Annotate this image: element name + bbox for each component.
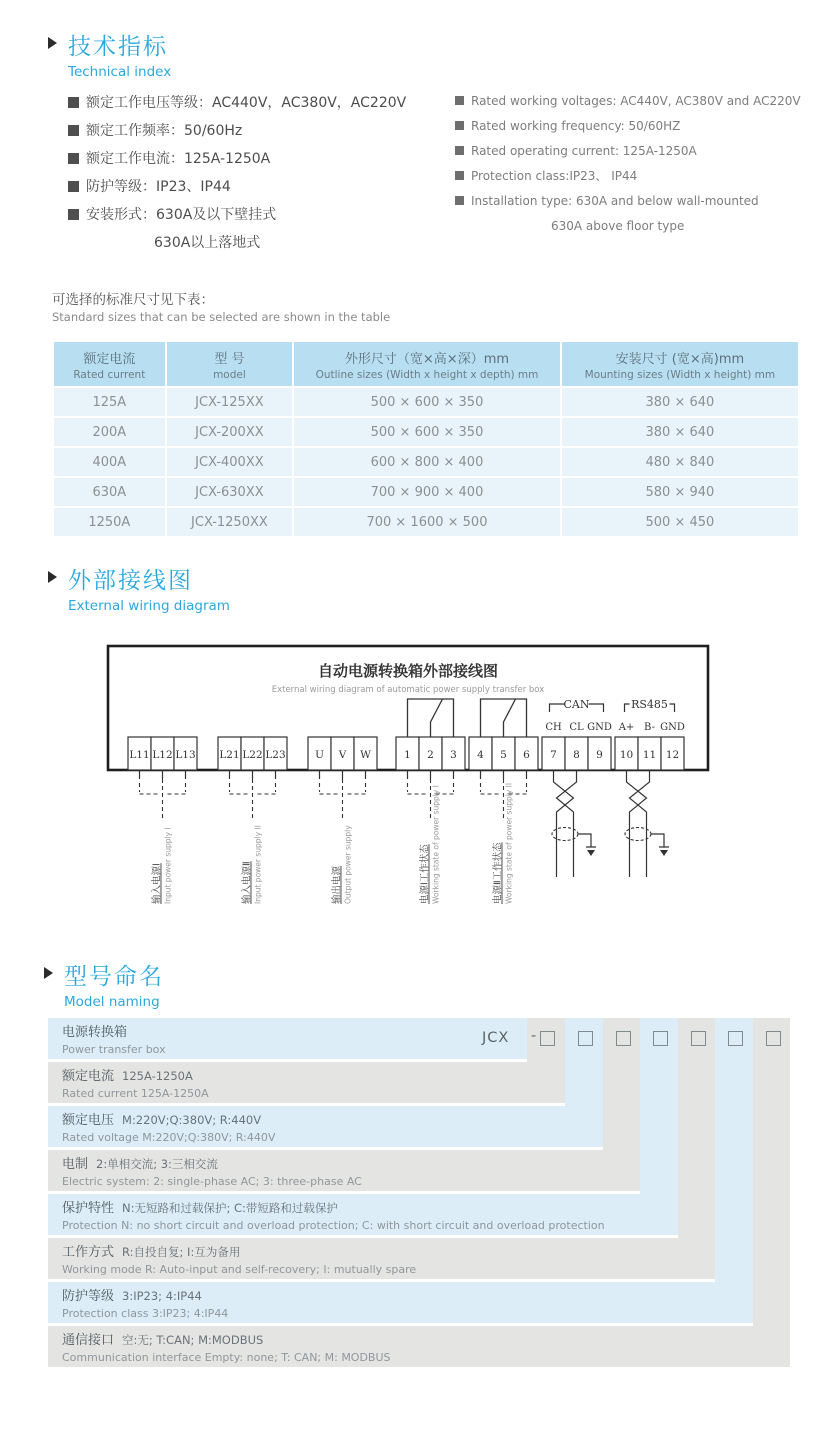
list-item [68, 116, 448, 144]
table-cell: JCX-125XX [167, 388, 292, 416]
header-cell: 额定电流 Rated current [54, 342, 165, 386]
can-pin-label: CH [545, 722, 562, 733]
table-cell: 380 × 640 [562, 418, 798, 446]
table-row [54, 418, 798, 446]
table-row [54, 508, 798, 536]
list-item [68, 172, 448, 200]
naming-row-text [62, 1153, 362, 1188]
table-cell: JCX-630XX [167, 478, 292, 506]
table-cell: 500 × 600 × 350 [294, 388, 560, 416]
table-cell: 400A [54, 448, 165, 476]
list-item-text: 额定工作电流：125A-1250A [86, 151, 271, 167]
can-pin-label: GND [587, 722, 612, 733]
table-row [54, 448, 798, 476]
list-item [455, 163, 815, 188]
rs485-pin-label: A+ [618, 722, 635, 733]
naming-label-en: Power transfer box [62, 1043, 166, 1056]
model-code-box [616, 1031, 631, 1046]
sizes-table-body [54, 388, 798, 536]
table-cell: 700 × 1600 × 500 [294, 508, 560, 536]
naming-value-zh: 3:IP23; 4:IP44 [122, 1289, 202, 1303]
naming-row [48, 1326, 790, 1367]
switch-blade-icon [431, 699, 443, 737]
section-title-zh: 外部接线图 [68, 568, 193, 594]
naming-label-en: Protection class 3:IP23; 4:IP44 [62, 1307, 229, 1320]
header-cell: 安装尺寸 (宽×高)mm Mounting sizes (Width x height) mm [562, 342, 798, 386]
diagram-title-zh: 自动电源转换箱外部接线图 [317, 662, 499, 680]
model-code-box [691, 1031, 706, 1046]
section-title-zh: 型号命名 [64, 964, 164, 990]
naming-row [48, 1062, 565, 1103]
section-tech-index-header [48, 28, 171, 80]
terminal-label: W [360, 749, 371, 761]
square-bullet-icon [68, 125, 79, 136]
terminal-label: 7 [550, 749, 557, 761]
model-code-box [653, 1031, 668, 1046]
tech-list-en [455, 88, 815, 238]
table-cell: 480 × 840 [562, 448, 798, 476]
header-cell: 型 号 model [167, 342, 292, 386]
header-cell: 外形尺寸（宽×高×深）mm Outline sizes (Width x height x depth) mm [294, 342, 560, 386]
section-wiring-header [48, 562, 230, 614]
table-cell: 200A [54, 418, 165, 446]
diagram-title-en: External wiring diagram of automatic power supply transfer box [271, 685, 545, 695]
terminal-label: 12 [665, 749, 680, 761]
list-item-text: 630A以上落地式 [154, 235, 261, 251]
list-item [68, 88, 448, 116]
table-cell: 630A [54, 478, 165, 506]
terminal-label: L13 [175, 749, 196, 761]
naming-label-zh: 工作方式 [62, 1245, 115, 1260]
model-code-box [578, 1031, 593, 1046]
naming-row [48, 1018, 527, 1059]
naming-label-en: Protection N: no short circuit and overload protection; C: with short circuit and overload protection [62, 1219, 605, 1232]
list-item-text: Installation type: 630A and below wall-mounted [471, 193, 759, 208]
table-cell: 500 × 600 × 350 [294, 418, 560, 446]
cable-label-zh: 输入电源Ⅰ [151, 863, 163, 904]
naming-value-zh: M:220V;Q:380V; R:440V [122, 1113, 262, 1127]
list-item-text: 630A above floor type [551, 218, 685, 233]
model-naming-diagram [48, 1018, 790, 1368]
list-item-text: Rated operating current: 125A-1250A [471, 143, 697, 158]
terminal-label: L22 [242, 749, 263, 761]
square-bullet-icon [455, 96, 464, 105]
terminal-label: 8 [573, 749, 580, 761]
naming-row [48, 1150, 640, 1191]
rs485-bracket [625, 704, 630, 712]
table-cell: JCX-200XX [167, 418, 292, 446]
naming-value-zh: 2:单相交流; 3:三相交流 [96, 1157, 218, 1171]
terminal-label: U [315, 749, 324, 761]
switch-blade-icon [504, 699, 516, 737]
naming-row [48, 1106, 603, 1147]
terminal-label: L21 [219, 749, 240, 761]
sizes-intro-zh: 可选择的标准尺寸见下表： [52, 292, 214, 308]
section-naming-header [44, 958, 164, 1010]
tech-list-zh [68, 88, 448, 256]
table-cell: 125A [54, 388, 165, 416]
terminal-label: 11 [642, 749, 657, 761]
naming-value-zh: R:自投自复; I:互为备用 [122, 1245, 241, 1259]
terminal-label: 10 [619, 749, 634, 761]
naming-row-text [62, 1021, 166, 1056]
naming-label-zh: 额定电压 [62, 1113, 115, 1128]
cable-label-en: Output power supply [343, 825, 353, 904]
section-title-en: Technical index [68, 64, 172, 80]
terminal-label: 9 [596, 749, 603, 761]
table-cell: 700 × 900 × 400 [294, 478, 560, 506]
terminal-label: L12 [152, 749, 173, 761]
section-title-zh: 技术指标 [68, 34, 168, 60]
square-bullet-icon [68, 209, 79, 220]
table-header [54, 342, 798, 386]
naming-row-text [62, 1109, 275, 1144]
terminal-label: 1 [404, 749, 411, 761]
table-row [54, 388, 798, 416]
square-bullet-icon [455, 121, 464, 130]
section-title-en: Model naming [64, 994, 160, 1010]
section-arrow-icon [44, 967, 53, 979]
naming-row-text [62, 1197, 605, 1232]
table-cell: 380 × 640 [562, 388, 798, 416]
naming-label-en: Rated current 125A-1250A [62, 1087, 209, 1100]
terminal-label: 2 [427, 749, 434, 761]
list-item-text: 防护等级：IP23、IP44 [86, 179, 231, 195]
standard-sizes-table [52, 340, 800, 538]
naming-label-zh: 额定电流 [62, 1069, 115, 1084]
list-item [455, 188, 815, 213]
naming-row [48, 1194, 678, 1235]
cable-label-en: Working state of power supply I [431, 785, 441, 904]
terminal-label: 6 [523, 749, 530, 761]
list-item-text: Rated working frequency: 50/60HZ [471, 118, 681, 133]
can-bracket [550, 704, 565, 712]
can-pin-label: CL [569, 722, 584, 733]
cable-label-zh: 电源Ⅰ工作状态 [419, 844, 431, 904]
list-item [455, 88, 815, 113]
table-cell: JCX-400XX [167, 448, 292, 476]
naming-stripe [753, 1018, 790, 1367]
can-label: CAN [563, 698, 590, 711]
list-item-text: 额定工作频率：50/60Hz [86, 123, 243, 139]
terminal-label: L23 [265, 749, 286, 761]
wiring-diagram-svg [100, 642, 720, 942]
model-code-box [766, 1031, 781, 1046]
naming-row [48, 1282, 753, 1323]
table-cell: 500 × 450 [562, 508, 798, 536]
square-bullet-icon [68, 153, 79, 164]
rs485-bracket [670, 704, 675, 712]
terminal-label: 5 [500, 749, 507, 761]
rs485-pin-label: B- [644, 722, 655, 733]
table-cell: 600 × 800 × 400 [294, 448, 560, 476]
ground-wire [578, 834, 596, 847]
list-item [455, 213, 815, 238]
rs485-pin-label: GND [660, 722, 685, 733]
naming-label-en: Communication interface Empty: none; T: CAN; M: MODBUS [62, 1351, 391, 1364]
list-item-text: Protection class:IP23、 IP44 [471, 169, 638, 183]
square-bullet-icon [455, 196, 464, 205]
table-cell: 1250A [54, 508, 165, 536]
cable-label-zh: 输入电源Ⅱ [241, 861, 253, 904]
naming-row-text [62, 1065, 209, 1100]
list-item-text: 安装形式：630A及以下壁挂式 [86, 207, 277, 223]
ground-icon [587, 850, 595, 856]
naming-value-zh: 空:无; T:CAN; M:MODBUS [122, 1333, 264, 1347]
square-bullet-icon [68, 97, 79, 108]
cable-label-en: Input power supply II [253, 825, 263, 904]
section-arrow-icon [48, 571, 57, 583]
terminal-label: L11 [129, 749, 150, 761]
naming-row-text [62, 1329, 391, 1364]
cable-label-zh: 电源Ⅱ工作状态 [492, 842, 504, 904]
list-item [68, 228, 448, 256]
naming-value-zh: N:无短路和过载保护; C:带短路和过载保护 [122, 1201, 338, 1215]
table-row [54, 478, 798, 506]
list-item-text: Rated working voltages: AC440V, AC380V and AC220V [471, 93, 801, 108]
table-cell: 580 × 940 [562, 478, 798, 506]
naming-label-en: Rated voltage M:220V;Q:380V; R:440V [62, 1131, 276, 1144]
list-item [455, 138, 815, 163]
naming-label-zh: 通信接口 [62, 1333, 115, 1348]
naming-stripe [715, 1018, 753, 1323]
ground-icon [660, 850, 668, 856]
list-item-text: 额定工作电压等级：AC440V，AC380V，AC220V [86, 95, 407, 111]
naming-label-en: Electric system: 2: single-phase AC; 3: three-phase AC [62, 1175, 362, 1188]
naming-row [48, 1238, 715, 1279]
model-prefix: JCX [482, 1030, 510, 1046]
naming-row-text [62, 1241, 416, 1276]
square-bullet-icon [68, 181, 79, 192]
model-dash: - [531, 1028, 537, 1044]
can-bracket [589, 704, 604, 712]
list-item [68, 144, 448, 172]
ground-wire [651, 834, 669, 847]
naming-label-zh: 电制 [62, 1157, 89, 1172]
section-title-en: External wiring diagram [68, 598, 230, 614]
cable-label-en: Input power supply I [163, 827, 173, 904]
cable-label-en: Working state of power supply II [504, 782, 514, 904]
table-cell: JCX-1250XX [167, 508, 292, 536]
naming-label-zh: 防护等级 [62, 1289, 115, 1304]
section-arrow-icon [48, 37, 57, 49]
terminal-label: 4 [477, 749, 484, 761]
model-code-box [728, 1031, 743, 1046]
naming-row-text [62, 1285, 228, 1320]
list-item [455, 113, 815, 138]
square-bullet-icon [455, 171, 464, 180]
cable-label-zh: 输出电源 [331, 865, 343, 904]
naming-label-zh: 保护特性 [62, 1201, 115, 1216]
rs485-label: RS485 [631, 698, 668, 711]
square-bullet-icon [455, 146, 464, 155]
naming-label-zh: 电源转换箱 [62, 1025, 128, 1040]
model-code-box [540, 1031, 555, 1046]
terminal-label: V [338, 749, 347, 761]
sizes-intro-en: Standard sizes that can be selected are shown in the table [52, 310, 391, 324]
list-item [68, 200, 448, 228]
naming-label-en: Working mode R: Auto-input and self-recovery; I: mutually spare [62, 1263, 417, 1276]
terminal-label: 3 [450, 749, 457, 761]
naming-value-zh: 125A-1250A [122, 1069, 193, 1083]
